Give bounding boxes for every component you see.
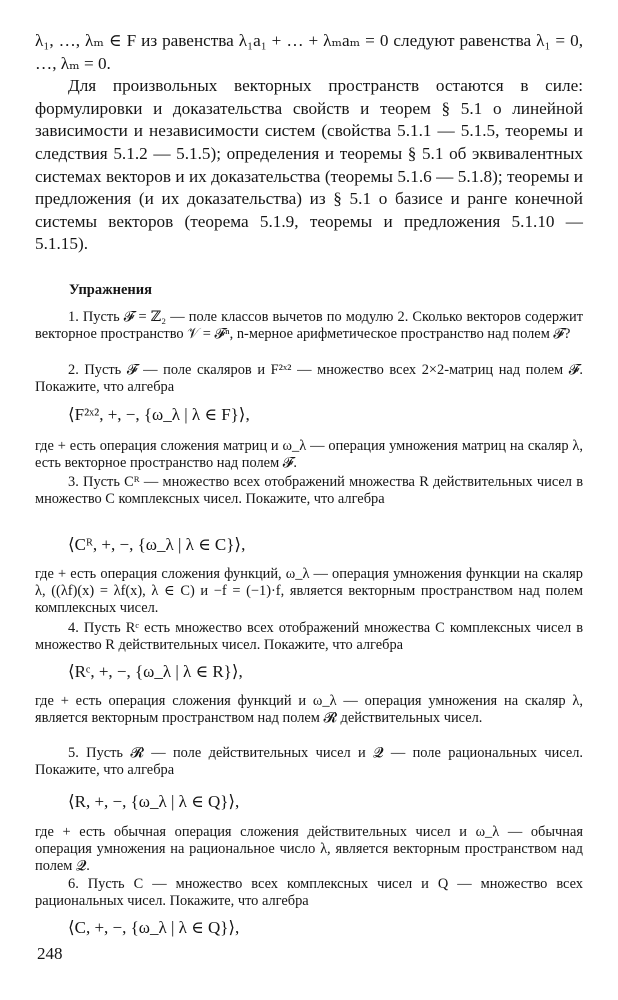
exercise-1: [35, 309, 583, 343]
exercise-4-text: 4. Пусть Rᶜ есть множество всех отображений множества C комплексных чисел в множество R действительных чисел. Покажите, что алгебра: [35, 620, 583, 654]
exercise-1-text: 1. Пусть 𝓕 = ℤ₂ — поле классов вычетов по модулю 2. Сколько векторов содержит векторное пространство 𝒱 = 𝓕ⁿ, n-мерное арифметическое пространство над полем 𝓕?: [35, 309, 583, 343]
page-number: 248: [37, 944, 63, 963]
exercise-3-text: 3. Пусть Cᴿ — множество всех отображений множества R действительных чисел в множество C комплексных чисел. Покажите, что алгебра: [35, 474, 583, 508]
main-text: [35, 30, 583, 256]
exercise-5-tail: [35, 824, 583, 876]
exercise-4-formula: ⟨Rᶜ, +, −, {ω_λ | λ ∈ R}⟩,: [68, 662, 243, 681]
exercise-2-formula: ⟨F²ˣ², +, −, {ω_λ | λ ∈ F}⟩,: [68, 405, 250, 424]
paragraph-1: λ₁, …, λₘ ∈ F из равенства λ₁a₁ + … + λₘaₘ = 0 следуют равенства λ₁ = 0, …, λₘ = 0.: [35, 31, 583, 73]
exercise-2-tail-text: где + есть операция сложения матриц и ω_λ — операция умножения матриц на скаляр λ, есть векторное пространство над полем 𝓕.: [35, 438, 583, 472]
exercise-5-tail-text: где + есть обычная операция сложения действительных чисел и ω_λ — обычная операция умножения на рациональное число λ, является векторным пространством над полем 𝓠.: [35, 824, 583, 875]
exercise-3: [35, 474, 583, 508]
exercise-3-tail-text: где + есть операция сложения функций, ω_λ — операция умножения функции на скаляр λ, ((λf)(x) = λf(x), λ ∈ C) и −f = (−1)·f, является векторным пространством над полем комплексных чисел.: [35, 566, 583, 617]
exercise-2-text: 2. Пусть 𝓕 — поле скаляров и F²ˣ² — множество всех 2×2-матриц над полем 𝓕. Покажите, что алгебра: [35, 362, 583, 396]
exercise-2-tail: [35, 438, 583, 472]
exercise-3-tail: [35, 566, 583, 618]
exercise-5: [35, 745, 583, 779]
exercise-5-text: 5. Пусть 𝓡 — поле действительных чисел и 𝓠 — поле рациональных чисел. Покажите, что алгебра: [35, 745, 583, 779]
section-heading: Упражнения: [69, 282, 152, 298]
exercise-6-text: 6. Пусть C — множество всех комплексных чисел и Q — множество всех рациональных чисел. Покажите, что алгебра: [35, 876, 583, 910]
paragraph-2: Для произвольных векторных пространств остаются в силе: формулировки и доказательства свойств и теорем § 5.1 о линейной зависимости и независимости систем (свойства 5.1.1 — 5.1.5, теоремы и следствия 5.1.2 — 5.1.5); определения и теоремы § 5.1 об эквивалентных системах векторов и их доказательства (теоремы 5.1.6 — 5.1.8); теоремы и предложения (и их доказательства) из § 5.1 о базисе и ранге конечной системы векторов (теорема 5.1.9, теоремы и предложения 5.1.10 — 5.1.15).: [35, 76, 583, 254]
exercise-6-formula: ⟨C, +, −, {ω_λ | λ ∈ Q}⟩,: [68, 918, 240, 937]
exercise-4-tail: [35, 693, 583, 727]
exercise-2: [35, 362, 583, 396]
exercise-5-formula: ⟨R, +, −, {ω_λ | λ ∈ Q}⟩,: [68, 792, 240, 811]
exercise-4-tail-text: где + есть операция сложения функций и ω_λ — операция умножения на скаляр λ, является векторным пространством над полем 𝓡 действительных чисел.: [35, 693, 583, 727]
exercise-6: [35, 876, 583, 910]
exercise-3-formula: ⟨Cᴿ, +, −, {ω_λ | λ ∈ C}⟩,: [68, 535, 246, 554]
exercise-4: [35, 620, 583, 654]
